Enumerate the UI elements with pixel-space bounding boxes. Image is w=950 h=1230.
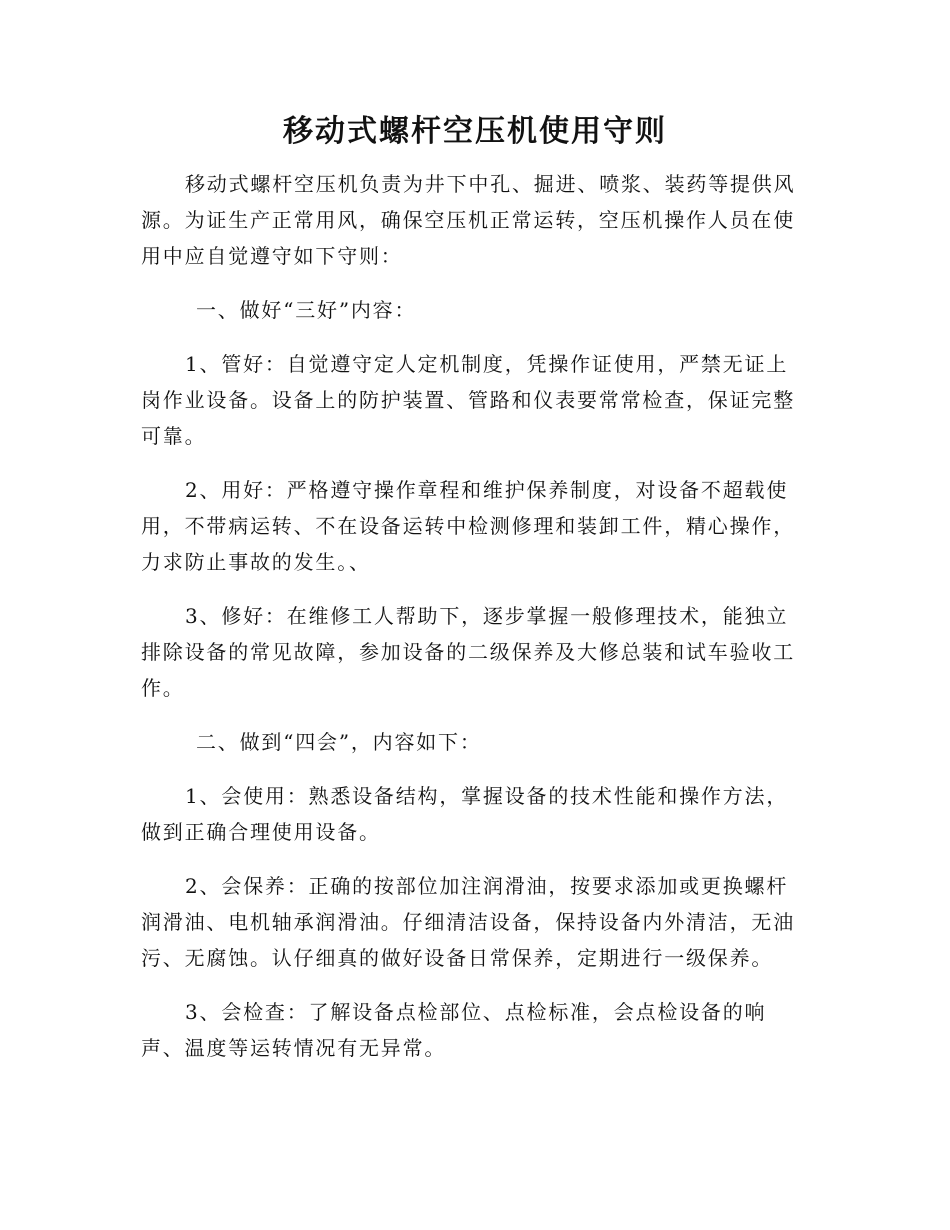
paragraph-use-well: 2、用好：严格遵守操作章程和维护保养制度，对设备不超载使用，不带病运转、不在设备运转中检测修理和装卸工件，精心操作，力求防止事故的发生。、 <box>141 478 795 574</box>
document-body <box>141 166 809 1084</box>
section-heading-four-abilities: 二、做到“四会”，内容如下： <box>196 730 482 754</box>
paragraph-manage-well: 1、管好：自觉遵守定人定机制度，凭操作证使用，严禁无证上岗作业设备。设备上的防护装置、管路和仪表要常常检查，保证完整可靠。 <box>141 352 795 448</box>
document-title: 移动式螺杆空压机使用守则 <box>283 114 667 149</box>
paragraph-can-use: 1、会使用：熟悉设备结构，掌握设备的技术性能和操作方法，做到正确合理使用设备。 <box>141 784 789 844</box>
intro-paragraph: 移动式螺杆空压机负责为井下中孔、掘进、喷浆、装药等提供风源。为证生产正常用风，确保空压机正常运转，空压机操作人员在使用中应自觉遵守如下守则： <box>141 172 796 268</box>
section-heading-three-goods: 一、做好“三好”内容： <box>196 298 417 322</box>
paragraph-repair-well: 3、修好：在维修工人帮助下，逐步掌握一般修理技术，能独立排除设备的常见故障，参加设备的二级保养及大修总装和试车验收工作。 <box>141 604 795 700</box>
paragraph-can-maintain: 2、会保养：正确的按部位加注润滑油，按要求添加或更换螺杆润滑油、电机轴承润滑油。仔细清洁设备，保持设备内外清洁，无油污、无腐蚀。认仔细真的做好设备日常保养，定期进行一级保养。 <box>141 874 795 970</box>
paragraph-can-inspect: 3、会检查：了解设备点检部位、点检标准，会点检设备的响声、温度等运转情况有无异常。 <box>141 1000 767 1060</box>
